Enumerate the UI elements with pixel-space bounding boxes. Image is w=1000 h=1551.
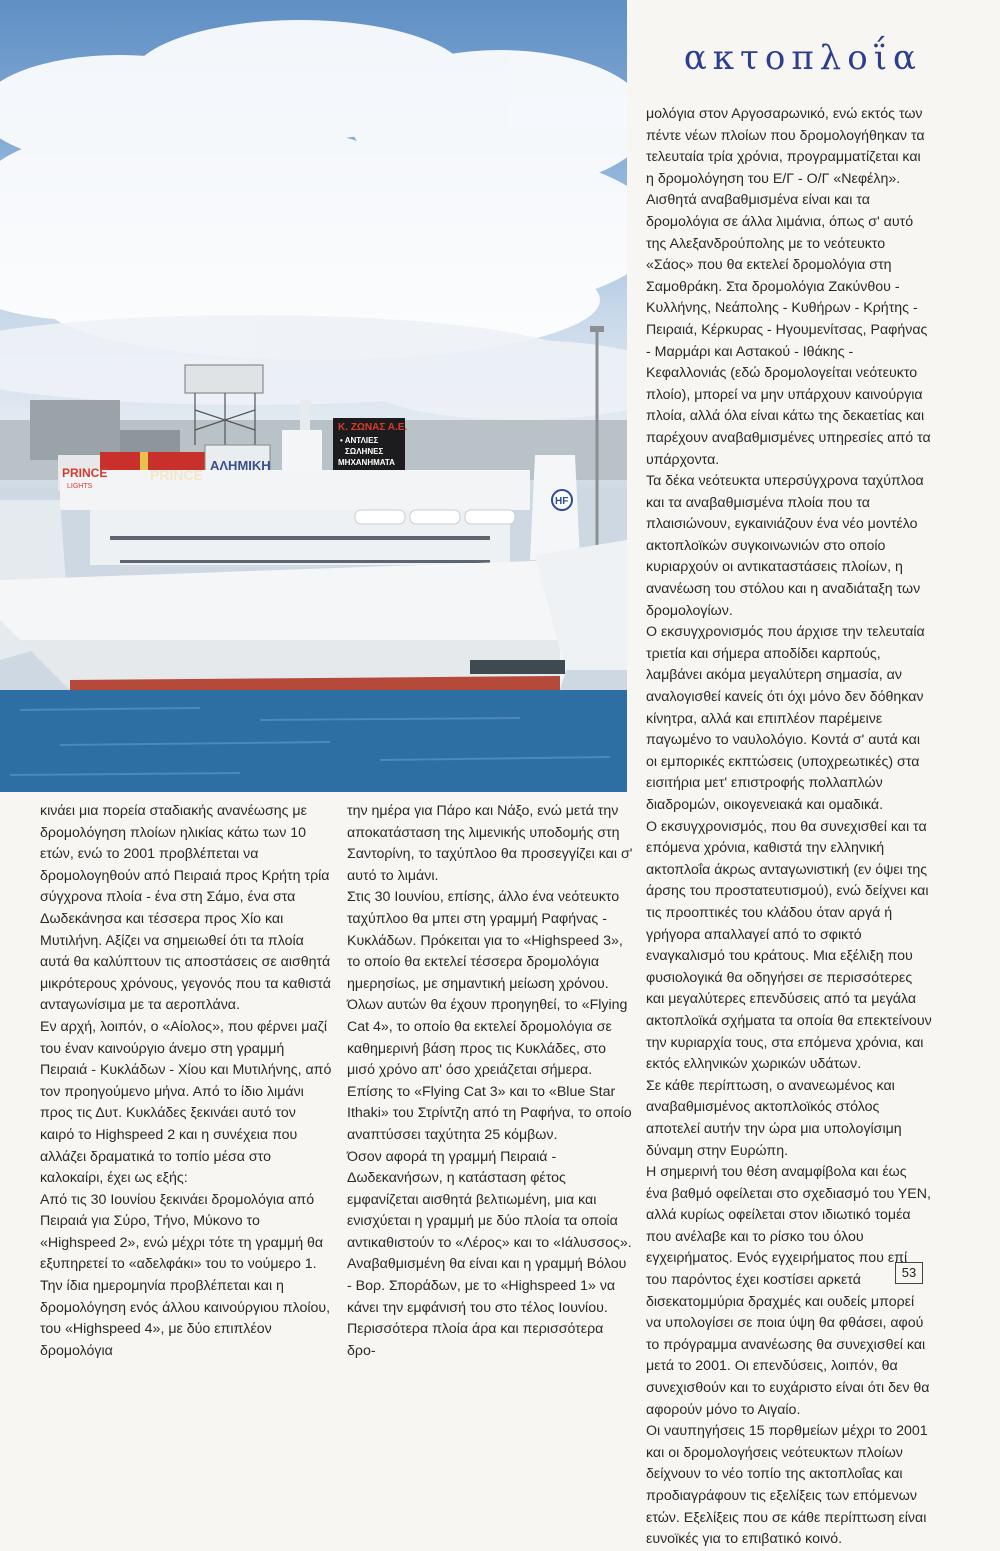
prince-billboard-sub: LIGHTS: [67, 483, 93, 490]
paragraph: μολόγια στον Αργοσαρωνικό, ενώ εκτός των πέντε νέων πλοίων που δρομολογήθηκαν τα τελευταία τρία χρόνια, προγραμματίζεται και η δρομολόγηση του Ε/Γ - Ο/Γ «Νεφέλη».: [646, 106, 925, 187]
prince-billboard-text: PRINCE: [62, 466, 108, 480]
prince-billboard-text-2: PRINCE: [150, 467, 203, 483]
article-column-bottom-middle: [347, 801, 633, 1362]
section-title: ακτοπλοΐα: [683, 38, 922, 78]
paragraph: Στις 30 Ιουνίου, επίσης, άλλο ένα νεότευκτο ταχύπλοο θα μπει στη γραμμή Ραφήνας - Κυκλάδων. Πρόκειται για το «Highspeed 3», το οποίο θα εκτελεί τέσσερα δρομολόγια ημερησίως, με σημαντική μείωση χρόνου.: [347, 889, 623, 992]
paragraph: Αναβαθμισμένη θα είναι και η γραμμή Βόλου - Βορ. Σποράδων, με το «Highspeed 1» να κάνει την εμφάνισή του στο τέλος Ιουνίου.: [347, 1256, 627, 1316]
zonas-sign-line2: ΣΩΛΗΝΕΣ: [345, 447, 384, 456]
zonas-sign-title: Κ. ΖΩΝΑΣ Α.Ε.: [338, 422, 408, 433]
paragraph: Περισσότερα πλοία άρα και περισσότερα δρο-: [347, 1321, 604, 1359]
article-column-bottom-left: [40, 801, 332, 1362]
clouds: [0, 20, 627, 360]
paragraph: Την ίδια ημερομηνία προβλέπεται και η δρομολόγηση ενός άλλου καινούργιου πλοίου, του «Highspeed 4», με δύο επιπλέον δρομολόγια: [40, 1278, 331, 1359]
paragraph: Εν αρχή, λοιπόν, ο «Αίολος», που φέρνει μαζί του έναν καινούργιο άνεμο στη γραμμή Πειραιά - Κυκλάδων - Χίου και Μυτιλήνης, από τον προηγούμενο μήνα. Από το ίδιο λιμάνι προς τις Δυτ. Κυκλάδες ξεκινάει αυτό τον καιρό το Highspeed 2 και η συνέχεια που αλλάζει δραματικά το τοπίο μέσα στο καλοκαίρι, έχει ως εξής:: [40, 1018, 332, 1187]
almiki-sign-text: ΑΛΗΜΙΚΗ: [210, 458, 271, 473]
zonas-sign-line3: ΜΗΧΑΝΗΜΑΤΑ: [338, 458, 395, 467]
paragraph: Σε κάθε περίπτωση, ο ανανεωμένος και αναβαθμισμένος ακτοπλοϊκός στόλος αποτελεί αυτήν την ώρα μια υπολογίσιμη δύναμη στην Ευρώπη.: [646, 1077, 902, 1159]
zonas-sign-line1: • ΑΝΤΛΙΕΣ: [340, 436, 379, 445]
harbor-ship-photo: [0, 0, 627, 792]
paragraph: Αισθητά αναβαθμισμένα είναι και τα δρομολόγια σε άλλα λιμάνια, όπως σ' αυτό της Αλεξανδρούπολης με το νεότευκτο «Σάος» που θα εκτελεί δρομολόγια στη Σαμοθράκη. Στα δρομολόγια Ζακύνθου - Κυλλήνης, Νεάπολης - Κυθήρων - Κρήτης - Πειραιά, Κέρκυρας - Ηγουμενίτσας, Ραφήνας - Μαρμάρι και Αστακού - Ιθάκης - Κεφαλλονιάς (εδώ δρομολογείται νεότευκτο πλοίο), μπορεί να μην υπάρχουν καινούργια πλοία, αλλά όλα είναι κάτω της δεκαετίας και παρέχουν αναβαθμισμένες υπηρεσίες από τα υπάρχοντα.: [646, 192, 931, 468]
funnel-logo-text: HF: [555, 496, 569, 507]
paragraph: Όσον αφορά τη γραμμή Πειραιά - Δωδεκανήσων, η κατάσταση φέτος εμφανίζεται αισθητά βελτιωμένη, μια και ενισχύεται η γραμμή με δύο πλοία τα οποία αντικαθιστούν το «Λέρος» και το «Ιάλυσσος».: [347, 1148, 632, 1251]
paragraph: Από τις 30 Ιουνίου ξεκινάει δρομολόγια από Πειραιά για Σύρο, Τήνο, Μύκονο το «Highspeed 2», ενώ μέχρι τότε τη γραμμή θα εξυπηρετεί το «αδελφάκι» του το νούμερο 1.: [40, 1191, 324, 1273]
paragraph: Ο εκσυγχρονισμός, που θα συνεχισθεί και τα επόμενα χρόνια, καθιστά την ελληνική ακτοπλοΐα άκρως ανταγωνιστική (εν όψει της άρσης του προστατευτισμού), ενώ δείχνει και τις προοπτικές του κλάδου όταν αργά ή γρήγορα απαλλαγεί από το σφικτό εναγκαλισμό του κράτους. Μια εξέλιξη που φυσιολογικά θα οδηγήσει σε περισσότερες και μεγαλύτερες επενδύσεις από τα μεγάλα ακτοπλοϊκά σχήματα τα οποία θα επεκτείνουν την κυριαρχία τους, στα επόμενα χρόνια, και εκτός ελληνικών χωρικών υδάτων.: [646, 818, 932, 1073]
paragraph: κινάει μια πορεία σταδιακής ανανέωσης με δρομολόγηση πλοίων ηλικίας κάτω των 10 ετών, ενώ το 2001 προβλέπεται να δρομολογηθούν από Πειραιά προς Κρήτη τρία σύγχρονα πλοία - ένα στη Σάμο, ένα στα Δωδεκάνησα και τέσσερα προς Χίο και Μυτιλήνη. Αξίζει να σημειωθεί ότι τα πλοία αυτά θα καλύπτουν τις αποστάσεις σε αισθητά μικρότερους χρόνους, γεγονός που τα καθιστά ανταγωνίσιμα με τα αεροπλάνα.: [40, 803, 331, 1014]
paragraph: Οι ναυπηγήσεις 15 πορθμείων μέχρι το 2001 και οι δρομολογήσεις νεότευκτων πλοίων δείχνουν το νέο τοπίο της ακτοπλοΐας και προδιαγράφουν τις εξελίξεις των επόμενων ετών. Εξελίξεις που σε κάθε περίπτωση είναι ευνοϊκές για το επιβατικό κοινό.: [646, 1423, 928, 1548]
paragraph: Ο εκσυγχρονισμός που άρχισε την τελευταία τριετία και σήμερα αποδίδει καρπούς, λαμβάνει ακόμα μεγαλύτερη σημασία, αν αναλογισθεί κανείς ότι όχι μόνο δεν δόθηκαν κίνητρα, αλλά και επιπλέον παρέμεινε παγωμένο το ναυλολόγιο. Κοντά σ' αυτά και οι εμπορικές εκπτώσεις (υποχρεωτικές) στα εισιτήρια μετ' επιστροφής πολλαπλών διαδρομών, οικογενειακά και ομαδικά.: [646, 624, 925, 813]
page-number: 53: [895, 1262, 923, 1284]
paragraph: Η σημερινή του θέση αναμφίβολα και έως ένα βαθμό οφείλεται στο σχεδιασμό του ΥΕΝ, αλλά κυρίως οφείλεται στον ιδιωτικό τομέα που ανέλαβε και το ρίσκο του όλου εγχειρήματος. Ενός εγχειρήματος που επί του παρόντος έχει κοστίσει αρκετά δισεκατομμύρια δραχμές και ουδείς μπορεί να υπολογίσει σε ποια ύψη θα φθάσει, αφού το πρόγραμμα ανανέωσης θα συνεχισθεί και μετά το 2001. Οι επενδύσεις, λοιπόν, θα συνεχισθούν και το ευχάριστο είναι ότι δεν θα αφορούν μόνο το Αιγαίο.: [646, 1164, 931, 1418]
paragraph: την ημέρα για Πάρο και Νάξο, ενώ μετά την αποκατάσταση της λιμενικής υποδομής στη Σαντορίνη, το ταχύπλοο θα προσεγγίζει και σ' αυτό το λιμάνι.: [347, 803, 633, 884]
paragraph: Όλων αυτών θα έχουν προηγηθεί, το «Flying Cat 4», το οποίο θα εκτελεί δρομολόγια σε καθημερινή βάση προς τις Κυκλάδες, στο μισό χρόνο απ' όσο χρειάζεται σήμερα. Επίσης το «Flying Cat 3» και το «Blue Star Ithaki» του Στρίντζη από τη Ραφήνα, το οποίο αναπτύσσει ταχύτητα 25 κόμβων.: [347, 997, 632, 1143]
paragraph: Τα δέκα νεότευκτα υπερσύγχρονα ταχύπλοα και τα αναβαθμισμένα πλοία που τα πλαισιώνουν, εγκαινιάζουν ένα νέο μοντέλο ακτοπλοϊκών συγκοινωνιών στο οποίο κυριαρχούν οι αντικαταστάσεις πλοίων, η ανανέωση του στόλου και η αναδιάταξη των δρομολογίων.: [646, 473, 924, 619]
article-column-right: [646, 104, 932, 1551]
